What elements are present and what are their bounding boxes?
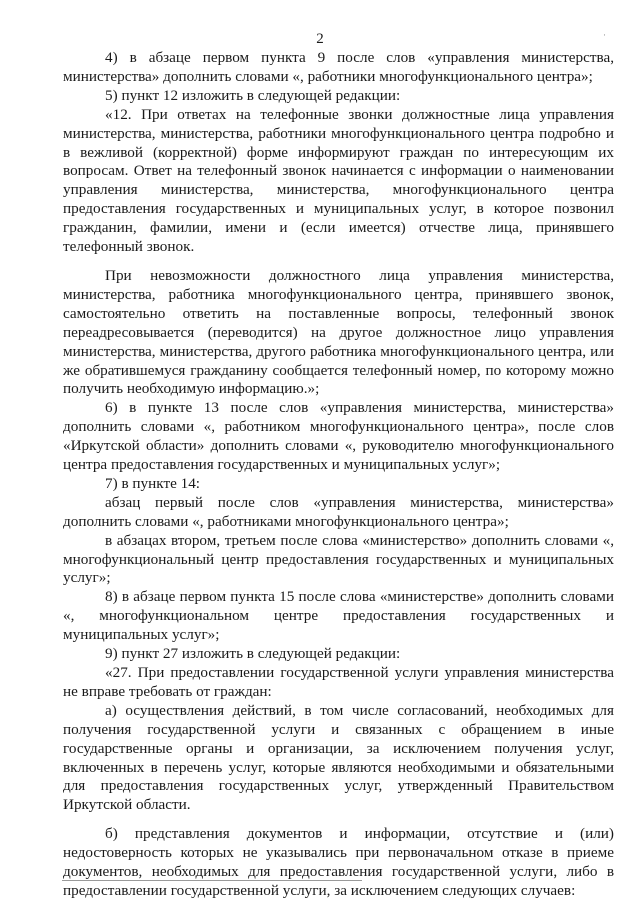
paragraph-item-4: 4) в абзаце первом пункта 9 после слов «управления министерства, министерства» дополнить словами «, работники многофункционального центра»; xyxy=(63,49,614,85)
paragraph-item-9: 9) пункт 27 изложить в следующей редакции: xyxy=(105,645,401,663)
paragraph-item-7: 7) в пункте 14: xyxy=(105,474,201,492)
footer-rule xyxy=(62,880,362,881)
paragraph-item-8: 8) в абзаце первом пункта 15 после слова «министерстве» дополнить словами «, многофункциональном центре предоставления государственных и муниципальных услуг»; xyxy=(63,588,614,644)
corner-mark: · xyxy=(603,30,606,40)
paragraph-point-27-b: б) представления документов и информации, отсутствие и (или) недостоверность которых не указывались при первоначальном отказе в приеме документов, необходимых для предоставления государственной услуги, либо в предоставлении государственной услуги, за исключением следующих случаев: xyxy=(63,825,614,899)
paragraph-point-27-a: а) осуществления действий, в том числе согласований, необходимых для получения государственной услуги и связанных с обращением в иные государственные органы и организации, за исключением получения услуг, включенных в перечень услуг, которые являются необходимыми и обязательными для предоставления государственных услуг, утвержденный Правительством Иркутской области. xyxy=(63,701,614,814)
paragraph-item-5: 5) пункт 12 изложить в следующей редакции: xyxy=(105,86,401,104)
paragraph-point-12: «12. При ответах на телефонные звонки должностные лица управления министерства, министерства, работники многофункционального центра подробно и в вежливой (корректной) форме информируют граждан по интересующим их вопросам. Ответ на телефонный звонок начинается с информации о наименовании управления министерства, министерства, многофункционального центра предоставления государственных и муниципальных услуг, в которое позвонил гражданин, фамилии, имени и (если имеется) отчестве лица, принявшего телефонный звонок. xyxy=(63,105,614,256)
paragraph-item-7-second-third: в абзацах втором, третьем после слова «министерство» дополнить словами «, многофункциональный центр предоставления государственных и муниципальных услуг»; xyxy=(63,531,614,587)
paragraph-point-12-continued: При невозможности должностного лица управления министерства, министерства, работника многофункционального центра, принявшего звонок, самостоятельно ответить на поставленные вопросы, телефонный звонок переадресовывается (переводится) на другое должностное лицо управления министерства, министерства, другого работника многофункционального центра, или же обратившемуся гражданину сообщается телефонный номер, по которому можно получить необходимую информацию.»; xyxy=(63,266,614,398)
page-number: 2 xyxy=(316,31,324,47)
paragraph-point-27: «27. При предоставлении государственной услуги управления министерства не вправе требовать от граждан: xyxy=(63,664,614,700)
document-body xyxy=(63,49,614,901)
paragraph-item-6: 6) в пункте 13 после слов «управления министерства, министерства» дополнить словами «, работником многофункционального центра», после слов «Иркутской области» дополнить словами «, руководителю многофункционального центра предоставления государственных и муниципальных услуг»; xyxy=(63,399,614,474)
paragraph-item-7-first: абзац первый после слов «управления министерства, министерства» дополнить словами «, работниками многофункционального центра»; xyxy=(63,493,614,530)
